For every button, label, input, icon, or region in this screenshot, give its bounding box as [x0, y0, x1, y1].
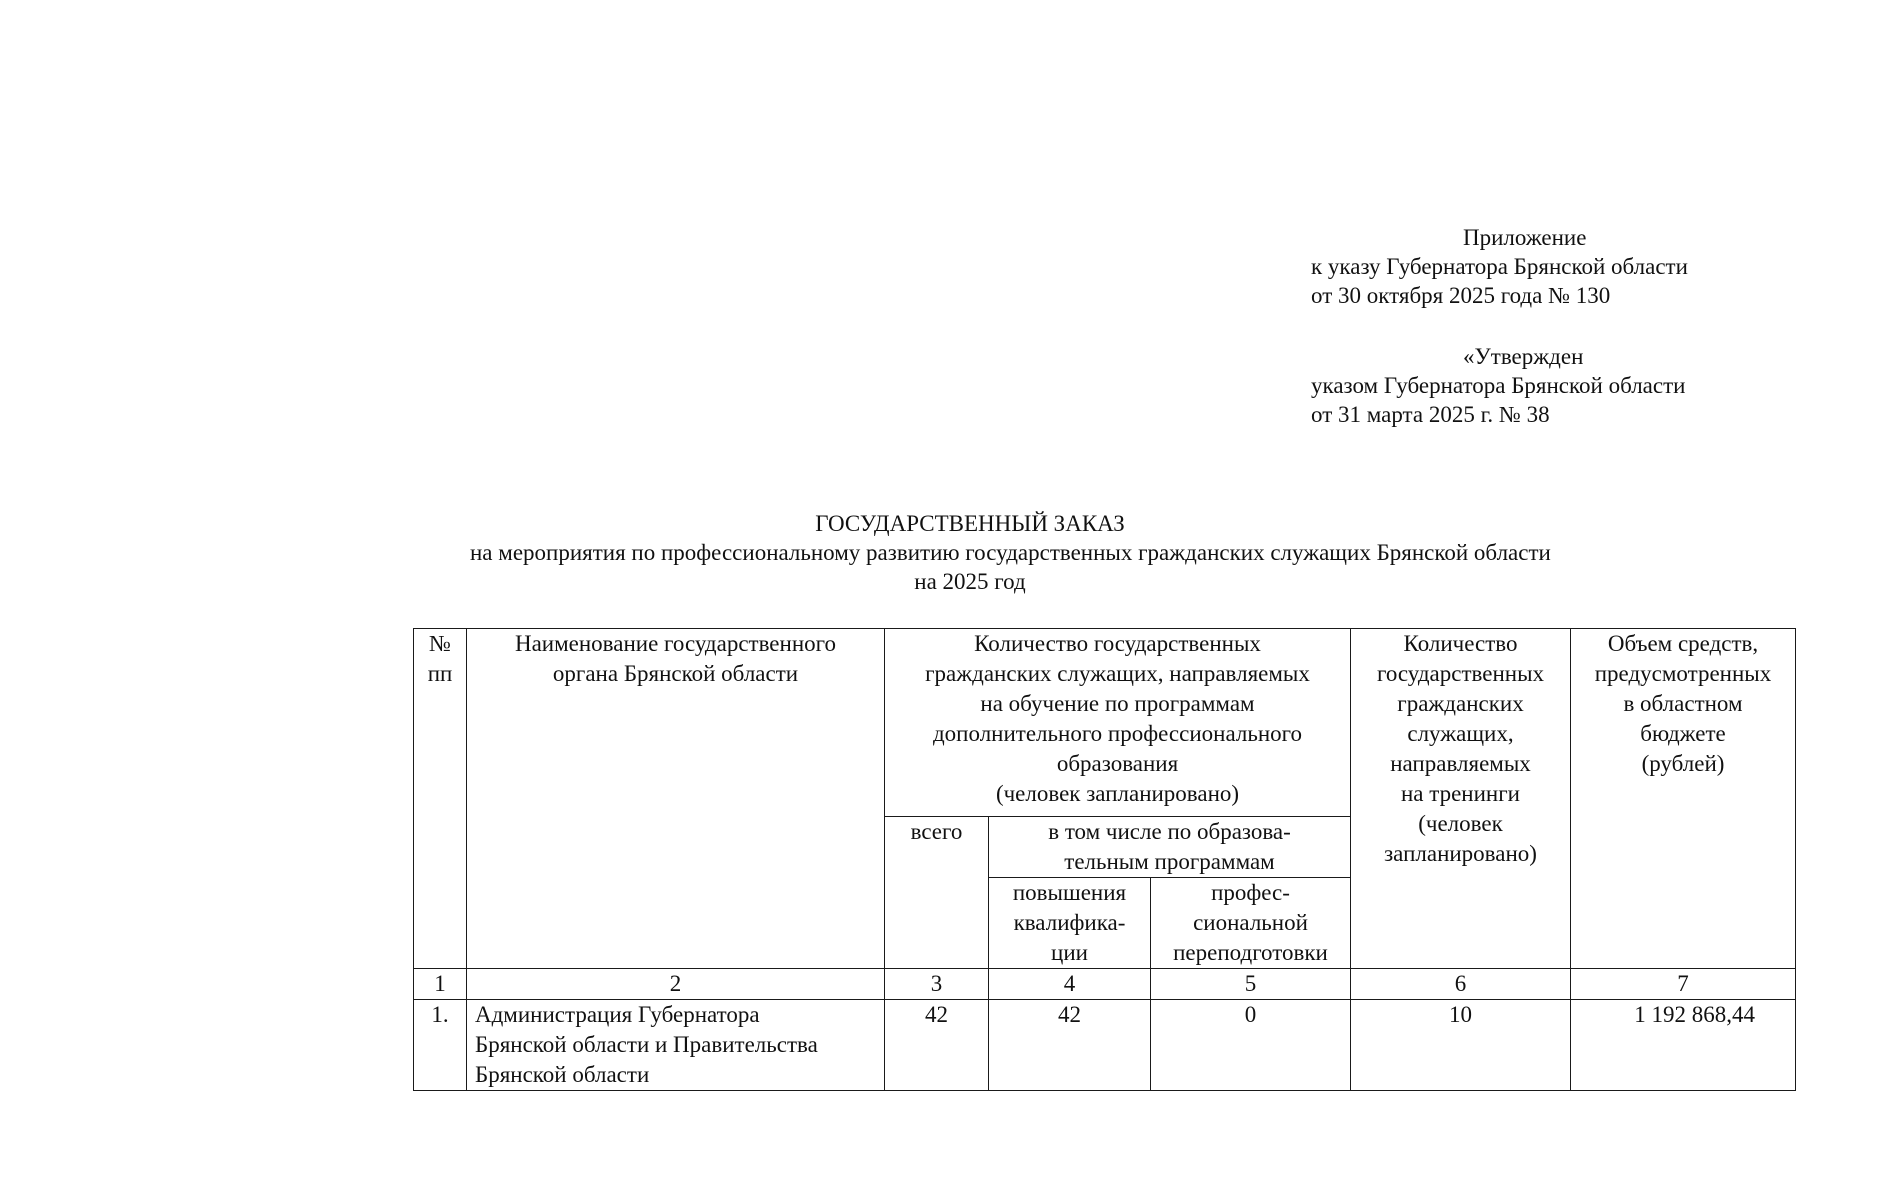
row-trainings-cell: 10 [1351, 1000, 1571, 1091]
header-trainings-cell: Количество государственных гражданских служащих, направляемых на тренинги (человек запланировано) [1351, 629, 1571, 969]
row-funds-cell: 1 192 868,44 [1571, 1000, 1796, 1091]
row-num-cell: 1. [414, 1000, 467, 1091]
column-number: 4 [989, 969, 1151, 1000]
column-number: 1 [414, 969, 467, 1000]
appendix-title: Приложение [1463, 225, 1587, 250]
approved-decree-line: указом Губернатора Брянской области [1311, 373, 1686, 398]
header-qualification-cell: повышения квалифика- ции [989, 878, 1151, 969]
header-funds-cell: Объем средств, предусмотренных в областном бюджете (рублей) [1571, 629, 1796, 969]
row-retraining-cell: 0 [1151, 1000, 1351, 1091]
row-total-cell: 42 [885, 1000, 989, 1091]
appendix-block [1311, 223, 1831, 429]
state-order-table [413, 628, 1796, 1091]
approved-title: «Утвержден [1463, 344, 1584, 369]
header-organ-cell: Наименование государственного органа Брянской области [467, 629, 885, 969]
column-number: 7 [1571, 969, 1796, 1000]
header-training-programs-cell: Количество государственных гражданских служащих, направляемых на обучение по программам дополнительного профессионального образования (человек запланировано) [885, 629, 1351, 817]
document-heading [470, 509, 1551, 596]
header-retraining-cell: профес- сиональной переподготовки [1151, 878, 1351, 969]
appendix-date-line: от 30 октября 2025 года № 130 [1311, 283, 1611, 308]
header-total-cell: всего [885, 817, 989, 969]
table-row [414, 1000, 1796, 1091]
document-subtitle: на мероприятия по профессиональному развитию государственных гражданских служащих Брянской области [470, 540, 1551, 565]
row-qualification-cell: 42 [989, 1000, 1151, 1091]
row-organ-cell: Администрация Губернатора Брянской области и Правительства Брянской области [467, 1000, 885, 1091]
appendix-decree-line: к указу Губернатора Брянской области [1311, 254, 1688, 279]
column-number: 6 [1351, 969, 1571, 1000]
header-including-cell: в том числе по образова- тельным программам [989, 817, 1351, 878]
column-number: 5 [1151, 969, 1351, 1000]
document-year: на 2025 год [914, 569, 1026, 594]
column-numbers-row [414, 969, 1796, 1000]
column-number: 2 [467, 969, 885, 1000]
document-title: ГОСУДАРСТВЕННЫЙ ЗАКАЗ [815, 511, 1125, 536]
header-row-1 [414, 629, 1796, 817]
header-num-cell: № пп [414, 629, 467, 969]
approved-date-line: от 31 марта 2025 г. № 38 [1311, 402, 1550, 427]
column-number: 3 [885, 969, 989, 1000]
